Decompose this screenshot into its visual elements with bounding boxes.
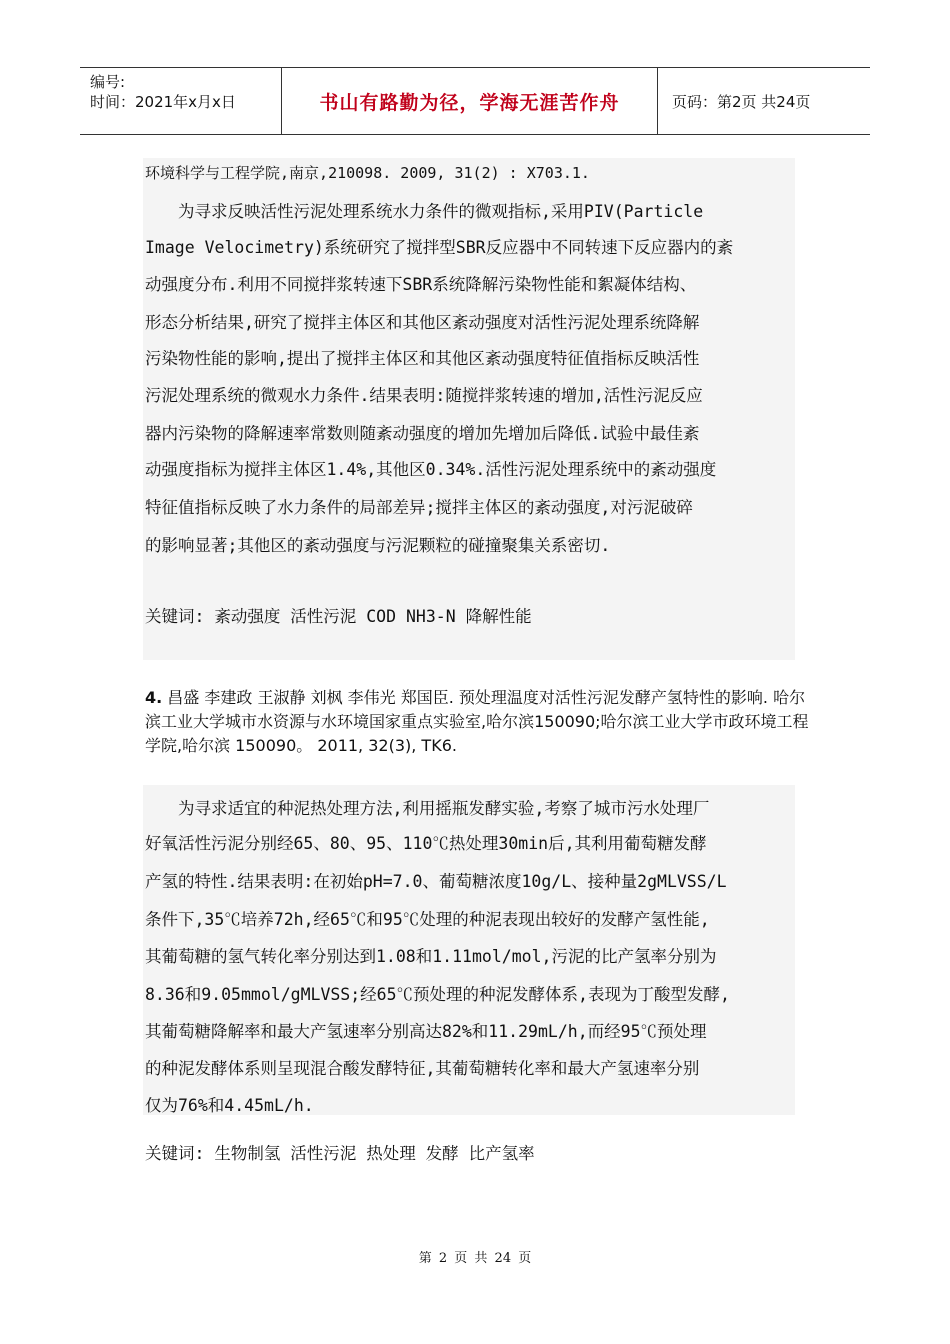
abstract-line: 污染物性能的影响,提出了搅拌主体区和其他区紊动强度特征值指标反映活性 <box>145 349 700 368</box>
abstract-line: 污泥处理系统的微观水力条件.结果表明:随搅拌浆转速的增加,活性污泥反应 <box>145 386 703 405</box>
entry3-affiliation: 环境科学与工程学院,南京,210098. 2009, 31(2) : X703.1. <box>145 164 590 182</box>
abstract-line: 为寻求适宜的种泥热处理方法,利用摇瓶发酵实验,考察了城市污水处理厂 <box>145 799 710 818</box>
header-page-code: 页码：第2页 共24页 <box>672 92 811 111</box>
header-motto: 书山有路勤为径，学海无涯苦作舟 <box>282 68 658 134</box>
entry4-citation <box>145 686 815 758</box>
abstract-line: 8.36和9.05mmol/gMLVSS;经65℃预处理的种泥发酵体系,表现为丁酸型发酵, <box>145 985 730 1004</box>
page-footer: 第 2 页 共 24 页 <box>418 1251 532 1266</box>
abstract-line: 产氢的特性.结果表明:在初始pH=7.0、葡萄糖浓度10g/L、接种量2gMLVSS/L <box>145 872 727 891</box>
abstract-line: 为寻求反映活性污泥处理系统水力条件的微观指标,采用PIV(Particle <box>145 202 704 221</box>
abstract-line: 其葡萄糖降解率和最大产氢速率分别高达82%和11.29mL/h,而经95℃预处理 <box>145 1022 707 1041</box>
abstract-line: Image Velocimetry)系统研究了搅拌型SBR反应器中不同转速下反应器内的紊 <box>145 238 734 257</box>
abstract-line: 的种泥发酵体系则呈现混合酸发酵特征,其葡萄糖转化率和最大产氢速率分别 <box>145 1059 700 1078</box>
abstract-line: 动强度指标为搅拌主体区1.4%,其他区0.34%.活性污泥处理系统中的紊动强度 <box>145 460 717 479</box>
time-label: 时间：2021年x月x日 <box>90 93 236 111</box>
abstract-line: 特征值指标反映了水力条件的局部差异;搅拌主体区的紊动强度,对污泥破碎 <box>145 498 693 517</box>
page-header <box>80 67 870 135</box>
serial-label: 编号: <box>90 73 126 91</box>
entry4-number: 4. <box>145 688 163 707</box>
abstract-line: 仅为76%和4.45mL/h. <box>145 1096 314 1115</box>
abstract-line: 形态分析结果,研究了搅拌主体区和其他区紊动强度对活性污泥处理系统降解 <box>145 313 700 332</box>
entry4-keywords: 关键词: 生物制氢 活性污泥 热处理 发酵 比产氢率 <box>145 1144 535 1163</box>
abstract-line: 的影响显著;其他区的紊动强度与污泥颗粒的碰撞聚集关系密切. <box>145 536 611 555</box>
entry3-keywords: 关键词: 紊动强度 活性污泥 COD NH3-N 降解性能 <box>145 607 532 626</box>
abstract-line: 条件下,35℃培养72h,经65℃和95℃处理的种泥表现出较好的发酵产氢性能, <box>145 910 710 929</box>
abstract-line: 动强度分布.利用不同搅拌浆转速下SBR系统降解污染物性能和絮凝体结构、 <box>145 275 697 294</box>
abstract-line: 好氧活性污泥分别经65、80、95、110℃热处理30min后,其利用葡萄糖发酵 <box>145 834 707 853</box>
header-meta <box>80 68 282 134</box>
abstract-line: 器内污染物的降解速率常数则随紊动强度的增加先增加后降低.试验中最佳紊 <box>145 424 700 443</box>
abstract-line: 其葡萄糖的氢气转化率分别达到1.08和1.11mol/mol,污泥的比产氢率分别为 <box>145 947 717 966</box>
entry4-citation-text: 昌盛 李建政 王淑静 刘枫 李伟光 郑国臣. 预处理温度对活性污泥发酵产氢特性的影响. 哈尔滨工业大学城市水资源与水环境国家重点实验室,哈尔滨150090;哈尔滨工业大学市政环境工程学院,哈尔滨 150090。 2011, 32(3), TK6. <box>145 688 809 755</box>
